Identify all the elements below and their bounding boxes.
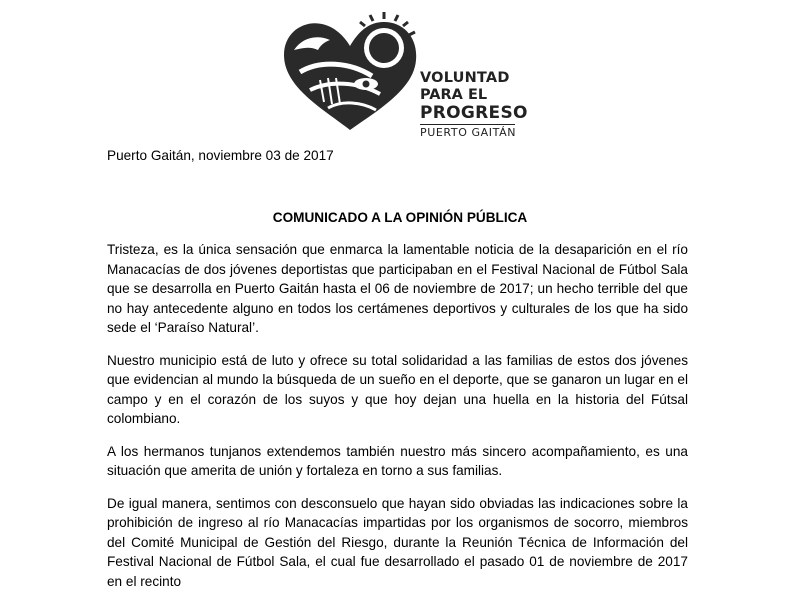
paragraph: Tristeza, es la única sensación que enmarca la lamentable noticia de la desaparición en el río Manacacías de dos jóvenes deportistas que participaban en el Festival Nacional de Fútbol Sala que se desarrolla en Puerto Gaitán hasta el 06 de noviembre de 2017; un hecho terrible del que no hay antecedente alguno en todos los certámenes deportivos y culturales de los que ha sido sede el ‘Paraíso Natural’. [107,242,688,335]
logo-divider [420,124,515,125]
paragraph: De igual manera, sentimos con desconsuelo que hayan sido obviadas las indicaciones sobre la prohibición de ingreso al río Manacacías impartidas por los organismos de socorro, miembros del Comité Municipal de Gestión del Riesgo, durante la Reunión Técnica de Información del Festival Nacional de Fútbol Sala, el cual fue desarrollado el pasado 01 de noviembre de 2017 en el recinto [107,495,688,589]
logo [280,10,528,139]
paragraph: A los hermanos tunjanos extendemos también nuestro más sincero acompañamiento, es una situación que amerita de unión y fortaleza en torno a sus familias. [107,443,688,478]
heart-emblem-icon [280,10,420,132]
logo-line-4: PUERTO GAITÁN [420,126,517,139]
logo-wordmark [420,70,528,139]
logo-line-1: VOLUNTAD [420,70,510,86]
date-line: Puerto Gaitán, noviembre 03 de 2017 [107,148,334,163]
paragraph: Nuestro municipio está de luto y ofrece su total solidaridad a las familias de estos dos jóvenes que evidencian al mundo la búsqueda de un sueño en el deporte, que se ganaron un lugar en el campo y en el corazón de los suyos y que hoy dejan una huella en la historia del Fútsal colombiano. [107,352,688,426]
document-title: COMUNICADO A LA OPINIÓN PÚBLICA [272,210,528,225]
logo-line-2: PARA EL [420,87,488,103]
document-body [107,240,688,604]
logo-line-3: PROGRESO [420,103,528,123]
